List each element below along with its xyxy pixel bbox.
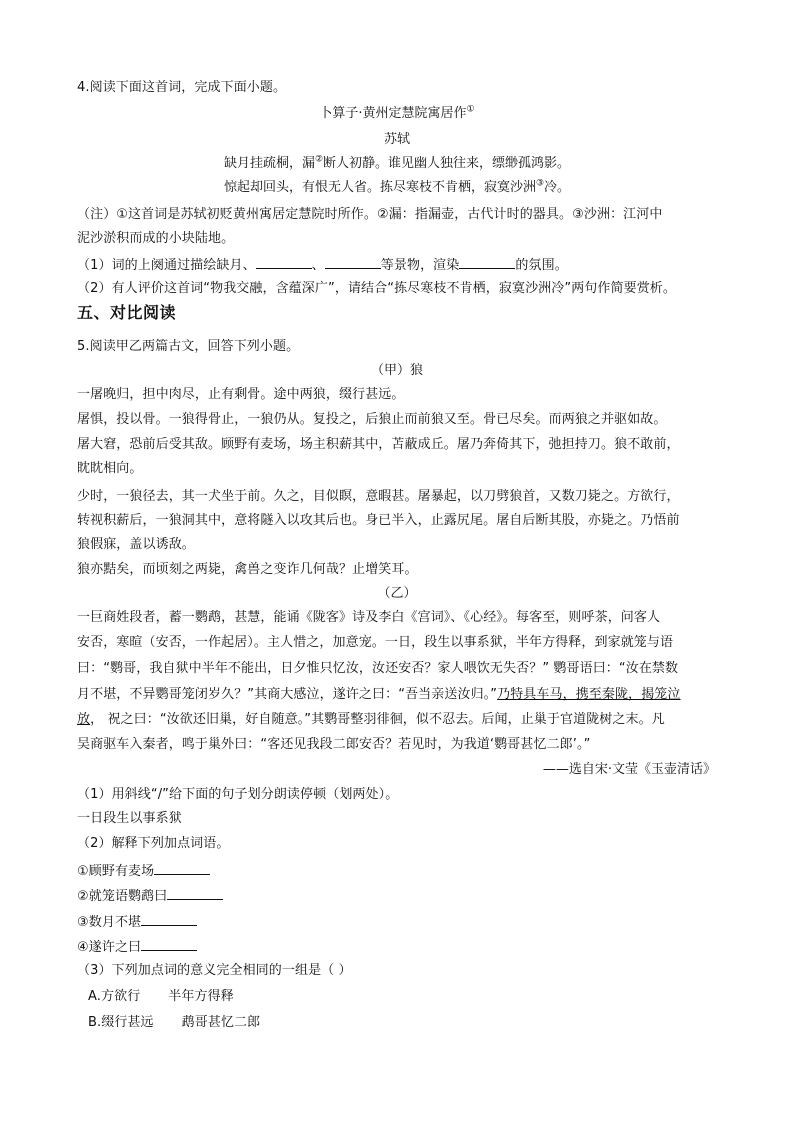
answer-blank[interactable] <box>325 254 381 269</box>
underlined-sentence-end: 放 <box>77 712 91 727</box>
passage-yi-title: （乙） <box>377 586 417 601</box>
q5-item-text: ④遂许之曰 <box>77 940 142 955</box>
answer-blank[interactable] <box>256 254 312 269</box>
q4-sub1-d: 的氛围。 <box>515 258 568 273</box>
poem-line-2 <box>0 178 794 198</box>
poem-title <box>0 104 794 124</box>
q5-item-text: ①顾野有麦场 <box>77 864 155 879</box>
passage-yi-line: 曰：“鹦哥，我自狱中半年不能出，日夕惟只忆汝，汝还安否？家人喂饮无失否？” 鹦哥语曰：“汝在禁数 <box>77 661 679 676</box>
q5-item <box>77 860 210 882</box>
poem-line-1 <box>0 154 794 174</box>
passage-yi-line-5b: ， 祝之曰：“汝欲还旧巢，好自随意。”其鹦哥整羽徘徊，似不忍去。后闻，止巢于官道陇树之末。凡 <box>90 712 665 727</box>
poem-line-2-note: ③ <box>535 178 545 189</box>
passage-yi-line <box>77 685 681 705</box>
q4-sub2: （2）有人评价这首词“物我交融，含蕴深广”，请结合“拣尽寒枝不肯栖，寂寞沙洲冷”两句作简要赏析。 <box>77 281 677 296</box>
q4-sub1-b: 、 <box>311 258 325 273</box>
poem-author: 苏轼 <box>383 132 410 147</box>
option-a-right: 半年方得释 <box>168 989 234 1004</box>
answer-blank[interactable] <box>459 254 515 269</box>
passage-jia-title: （甲）狼 <box>370 363 423 378</box>
passage-jia-line: 少时，一狼径去，其一犬坐于前。久之，目似瞑，意暇甚。屠暴起，以刀劈狼首，又数刀毙之。方欲行， <box>77 489 680 504</box>
poem-line-1-a: 缺月挂疏桐，漏 <box>223 156 315 171</box>
q5-item <box>77 885 223 907</box>
poem-line-1-note: ② <box>314 154 324 165</box>
underlined-sentence: 乃特具车马，携至秦陇，揭笼泣 <box>497 687 681 702</box>
q5-sub1-sentence: 一日段生以事系狱 <box>77 811 182 826</box>
passage-jia-line: 屠大窘，恐前后受其敌。顾野有麦场，场主积薪其中，苫蔽成丘。屠乃奔倚其下，弛担持刀。狼不敢前， <box>77 437 680 452</box>
passage-jia-line: 屠惧，投以骨。一狼得骨止，一狼仍从。复投之，后狼止而前狼又至。骨已尽矣。而两狼之并驱如故。 <box>77 412 667 427</box>
answer-blank[interactable] <box>141 911 197 926</box>
answer-blank[interactable] <box>154 860 210 875</box>
poem-note-line-1: （注）①这首词是苏轼初贬黄州寓居定慧院时所作。②漏：指漏壶，古代计时的器具。③沙洲：江河中 <box>77 207 663 222</box>
poem-title-note: ① <box>466 104 475 115</box>
poem-note-line-2: 泥沙淤积而成的小块陆地。 <box>77 231 235 246</box>
passage-jia-line: 眈眈相向。 <box>77 461 143 476</box>
passage-jia-line: 狼亦黠矣，而顷刻之两毙，禽兽之变诈几何哉？止增笑耳。 <box>77 562 418 577</box>
option-b <box>88 1013 260 1033</box>
passage-jia-line: 一屠晚归，担中肉尽，止有剩骨。途中两狼，缀行甚远。 <box>77 387 405 402</box>
answer-blank[interactable] <box>141 936 197 951</box>
q4-intro: 4.阅读下面这首词，完成下面小题。 <box>77 80 287 95</box>
passage-source: ——选自宋·文莹《玉壶清话》 <box>542 762 716 777</box>
option-a-left: A.方欲行 <box>88 989 141 1004</box>
poem-title-text: 卜算子·黄州定慧院寓居作 <box>319 106 467 121</box>
q5-sub2: （2）解释下列加点词语。 <box>77 836 230 851</box>
poem-line-1-b: 断人初静。谁见幽人独往来，缥缈孤鸿影。 <box>323 156 571 171</box>
q5-item <box>77 911 197 933</box>
q4-sub1-c: 等景物，渲染 <box>380 258 460 273</box>
section-heading: 五、对比阅读 <box>77 303 177 322</box>
q5-item-text: ③数月不堪 <box>77 915 142 930</box>
q5-item <box>77 936 197 958</box>
q4-sub1-a: （1）词的上阕通过描绘缺月、 <box>77 258 256 273</box>
option-b-right: 鹉哥甚忆二郎 <box>181 1015 261 1030</box>
q5-sub3: （3）下列加点词的意义完全相同的一组是（ ） <box>77 963 352 978</box>
q5-intro: 5.阅读甲乙两篇古文，回答下列小题。 <box>77 339 300 354</box>
passage-yi-line-4a: 月不堪，不异鹦哥笼闭岁久？”其商大感泣，遂许之曰：“吾当亲送汝归。” <box>77 687 498 702</box>
q5-sub1: （1）用斜线“/”给下面的句子划分朗读停顿（划两处）。 <box>77 787 399 802</box>
poem-line-2-b: 冷。 <box>544 180 571 195</box>
passage-yi-line <box>77 710 665 730</box>
answer-blank[interactable] <box>167 885 223 900</box>
option-b-left: B.缀行甚远 <box>88 1015 154 1030</box>
passage-yi-line: 吴商驱车入秦者，鸣于巢外曰：“客还见我段二郎安否？若见时，为我道‘鹦哥甚忆二郎’。” <box>77 737 591 752</box>
passage-jia-line: 狼假寐，盖以诱敌。 <box>77 537 195 552</box>
q5-item-text: ②就笼语鹦鹉曰 <box>77 889 168 904</box>
passage-yi-line: 一巨商姓段者，蓄一鹦鹉，甚慧，能诵《陇客》诗及李白《宫词》、《心经》。每客至，则呼茶，问客人 <box>77 610 661 625</box>
passage-yi-line: 安否，寒暄（安否，一作起居）。主人惜之，加意宠。一日，段生以事系狱，半年方得释，到家就笼与语 <box>77 635 674 650</box>
passage-jia-line: 转视积薪后，一狼洞其中，意将隧入以攻其后也。身已半入，止露尻尾。屠自后断其股，亦毙之。乃悟前 <box>77 513 680 528</box>
option-a <box>88 987 234 1007</box>
poem-line-2-a: 惊起却回头，有恨无人省。拣尽寒枝不肯栖，寂寞沙洲 <box>223 180 536 195</box>
q4-sub1 <box>77 254 568 276</box>
